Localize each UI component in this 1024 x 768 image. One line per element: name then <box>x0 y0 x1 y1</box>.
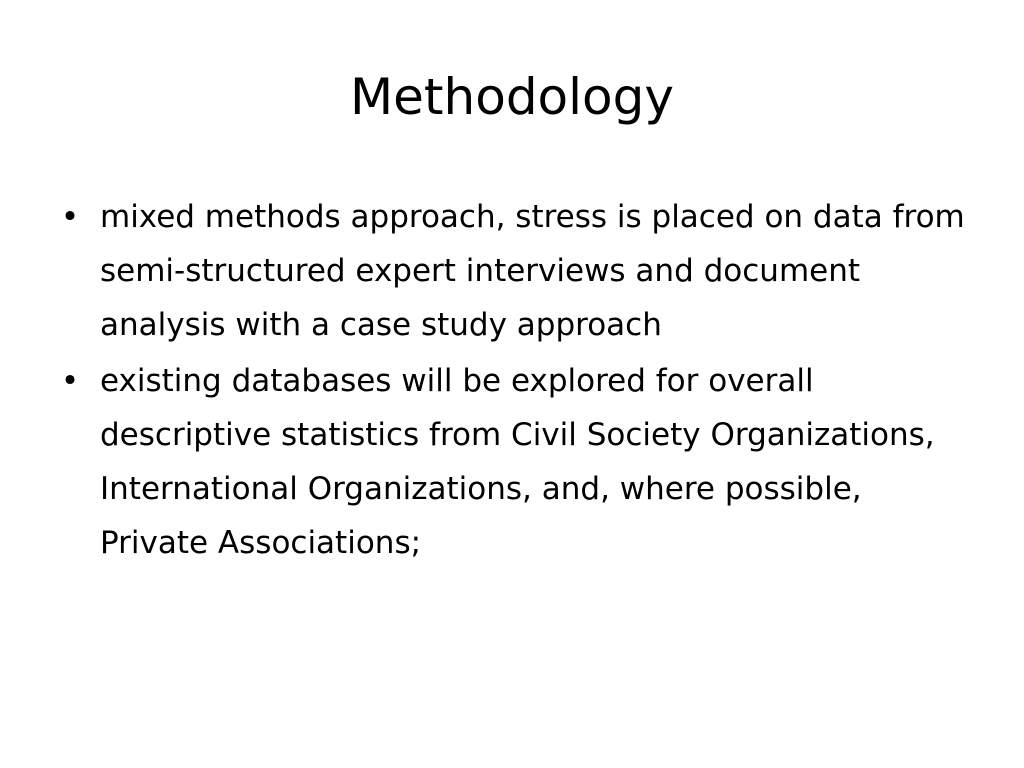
bullet-icon: • <box>60 363 80 399</box>
bullet-icon: • <box>60 199 80 235</box>
bullet-text: existing databases will be explored for overall descriptive statistics from Civil Society Organizations, International Organizations, and, where possible, Private Associations; <box>100 363 935 561</box>
bullet-item <box>52 354 972 570</box>
bullet-text: mixed methods approach, stress is placed on data from semi-structured expert interviews and document analysis with a case study approach <box>100 199 965 343</box>
bullet-item <box>52 190 972 352</box>
slide-title: Methodology <box>350 68 674 126</box>
bullet-list <box>52 190 972 572</box>
